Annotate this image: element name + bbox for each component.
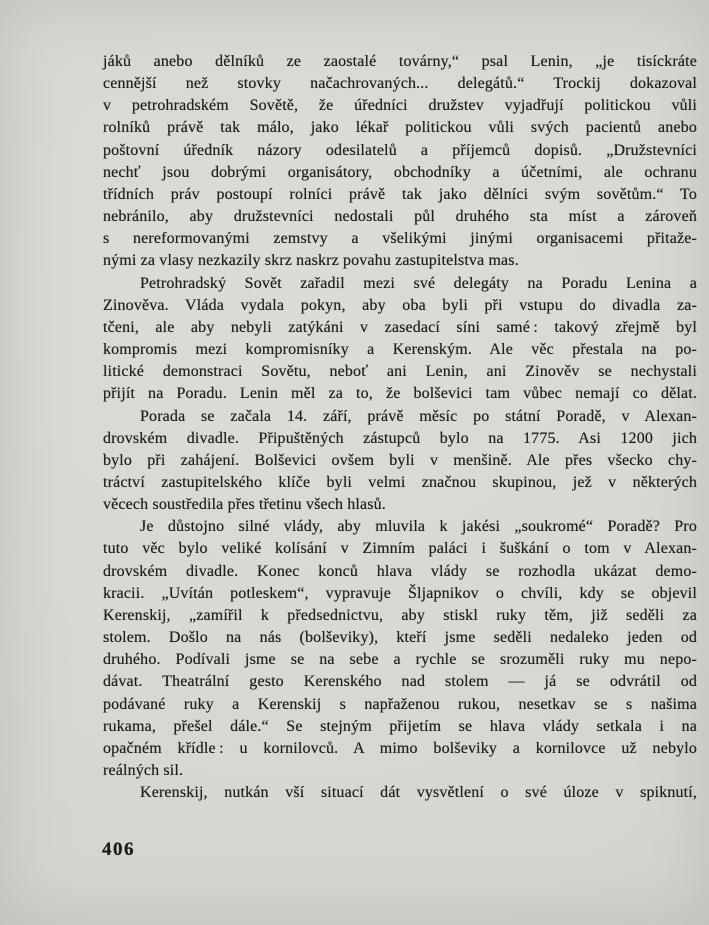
text-line: Kerenskij, „zamířil k předsednictvu, aby stiskl ruky těm, již seděli za xyxy=(103,606,697,624)
text-line: kracii. „Uvítán potleskem“, vypravuje Šljapnikov o chvíli, kdy se objevil xyxy=(103,584,697,602)
text-line: s nereformovanými zemstvy a všelikými jinými organisacemi přitaže- xyxy=(103,230,697,248)
page-number: 406 xyxy=(102,839,135,860)
text-line: nebránilo, aby družstevníci nedostali půl druhého sta míst a zároveň xyxy=(103,208,697,226)
text-line: třídních práv postoupí rolníci právě tak jako dělníci svým sovětům.“ To xyxy=(103,185,697,203)
text-line: Zinověva. Vláda vydala pokyn, aby oba byli při vstupu do divadla za- xyxy=(103,296,697,314)
text-line: přijít na Poradu. Lenin měl za to, že bolševici tam vůbec nemají co dělat. xyxy=(103,385,697,403)
text-line: podávané ruky a Kerenskij s napřaženou rukou, nesetkav se s našima xyxy=(103,695,697,713)
text-line: Petrohradský Sovět zařadil mezi své delegáty na Poradu Lenina a xyxy=(140,274,697,292)
text-line: tráctví zastupitelského klíče byli velmi značnou skupinou, jež v některých xyxy=(103,473,697,491)
text-line: bylo při zahájení. Bolševici ovšem byli v menšině. Ale přes všecko chy- xyxy=(103,451,697,469)
text-line: dávat. Theatrální gesto Kerenského nad stolem — já se odvrátil od xyxy=(103,673,697,691)
text-line: věcech soustředila přes třetinu všech hlasů. xyxy=(103,496,386,514)
text-line: litické demonstraci Sovětu, neboť ani Lenin, ani Zinověv se nechystali xyxy=(103,363,697,381)
text-line: reálných sil. xyxy=(103,762,184,779)
text-line: jáků anebo dělníků ze zaostalé továrny,“ psal Lenin, „je tisíckráte xyxy=(103,53,697,70)
text-line: nými za vlasy nezkazily skrz naskrz povahu zastupitelstva mas. xyxy=(103,252,519,270)
text-line: kompromis mezi kompromisníky a Kerenským. Ale věc přestala na po- xyxy=(103,341,697,359)
text-line: drovském divadle. Připuštěných zástupců bylo na 1775. Asi 1200 jich xyxy=(103,429,697,447)
text-line: Kerenskij, nutkán vší situací dát vysvětlení o své úloze v spiknutí, xyxy=(140,784,697,802)
text-line: nechť jsou dobrými organisátory, obchodníky a účetními, ale ochranu xyxy=(103,163,697,181)
text-line: tuto věc bylo veliké kolísání v Zimním paláci i šuškání o tom v Alexan- xyxy=(103,540,697,558)
text-line: Porada se začala 14. září, právě měsíc po státní Poradě, v Alexan- xyxy=(140,407,697,425)
text-line: rolníků právě tak málo, jako lékař politickou vůli svých pacientů anebo xyxy=(103,119,697,137)
text-line: Je důstojno silné vlády, aby mluvila k jakési „soukromé“ Poradě? Pro xyxy=(140,518,697,536)
text-line: v petrohradském Sovětě, že úředníci družstev vyjadřují politickou vůli xyxy=(103,97,697,115)
text-line: tčeni, ale aby nebyli zatýkáni v zasedací síni samé : takový zřejmě byl xyxy=(103,318,697,336)
text-line: druhého. Podívali jsme se na sebe a rychle se srozuměli ruky mu nepo- xyxy=(103,651,697,669)
text-line: opačném křídle : u kornilovců. A mimo bolševiky a kornilovce už nebylo xyxy=(103,739,697,757)
text-line: drovském divadle. Konec konců hlava vlády se rozhodla ukázat demo- xyxy=(103,562,697,580)
text-line: poštovní úředník názory odesilatelů a příjemců dopisů. „Družstevníci xyxy=(103,141,697,159)
text-block xyxy=(103,51,697,804)
text-line: cennější než stovky načachrovaných... delegátů.“ Trockij dokazoval xyxy=(103,75,697,93)
text-line: rukama, přešel dále.“ Se stejným přijetím se hlava vlády setkala i na xyxy=(103,717,697,735)
text-line: stolem. Došlo na nás (bolševiky), kteří jsme seděli nedaleko jeden od xyxy=(103,629,697,647)
